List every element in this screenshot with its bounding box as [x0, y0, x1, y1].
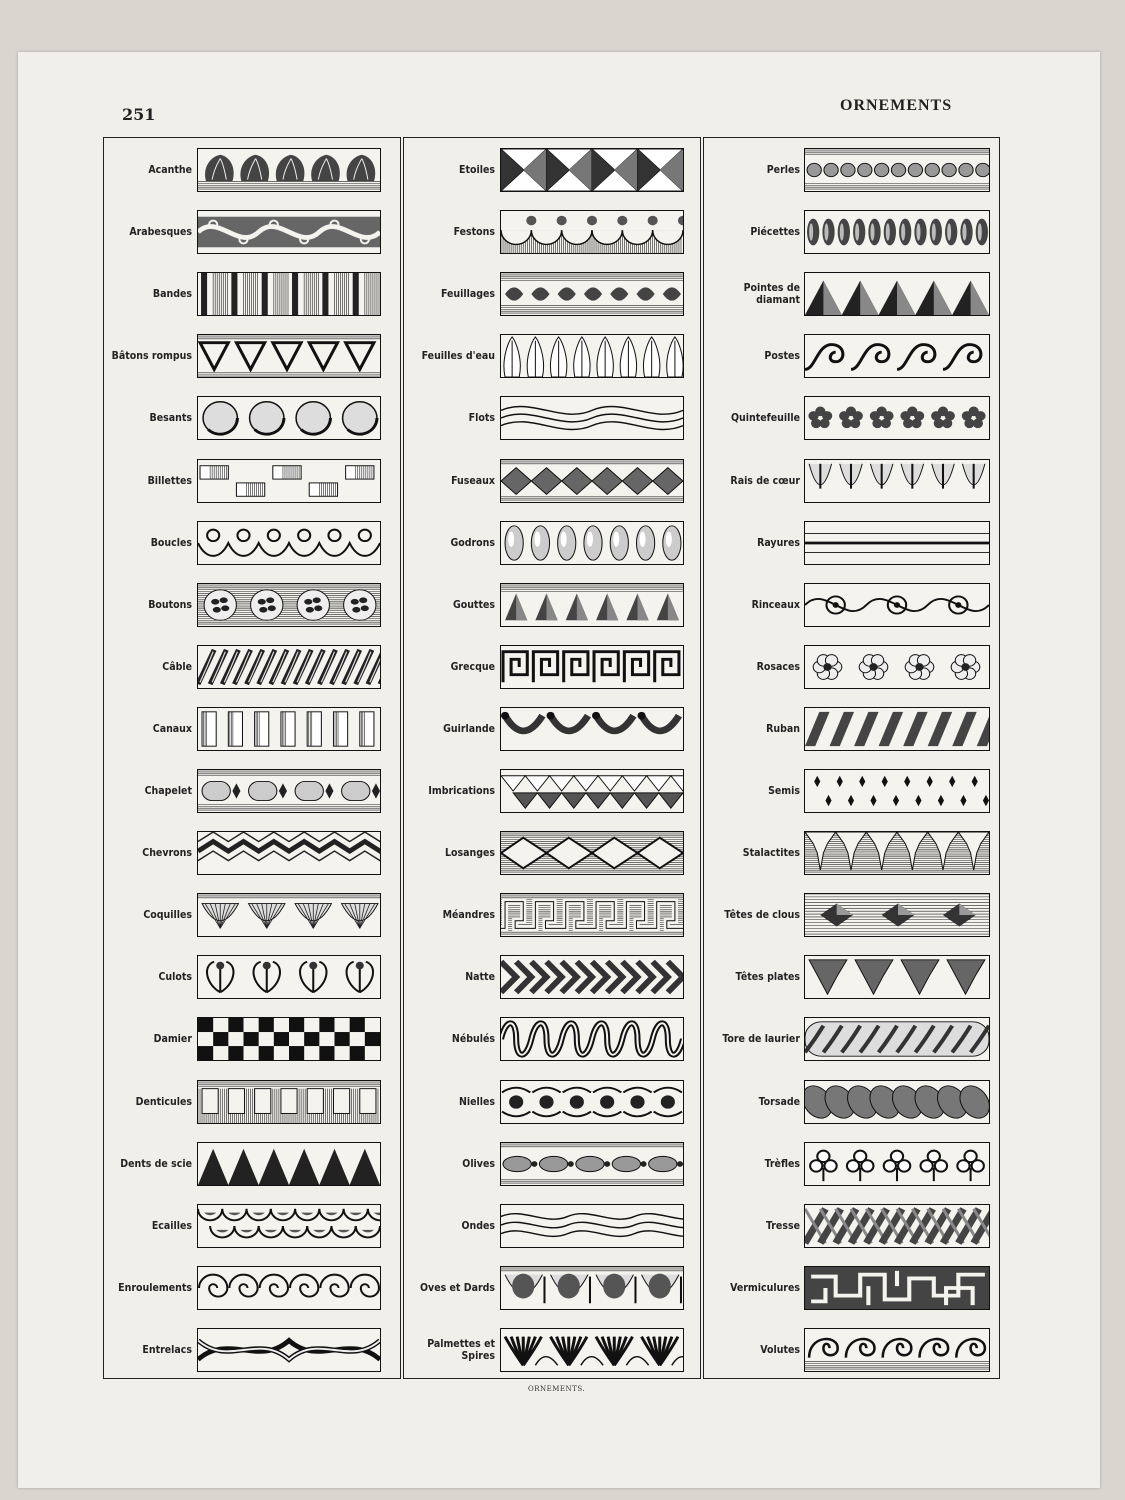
ornament-item: [0, 831, 1125, 875]
ornament-item: [0, 707, 1125, 751]
ornament-swatch-rosaces: [804, 645, 990, 689]
ornament-label: Oves et Dards: [420, 1281, 495, 1294]
ornament-item: [0, 1080, 1125, 1124]
ornament-label: Billettes: [147, 474, 192, 487]
ornament-label: Losanges: [444, 847, 495, 860]
ornament-item: [0, 1266, 1125, 1310]
ornament-label: Boucles: [150, 536, 192, 549]
ornament-label: Feuillages: [440, 288, 495, 301]
ornament-swatch-quintefeuille: [804, 396, 990, 440]
ornament-label: Tore de laurier: [722, 1033, 800, 1046]
ornament-label: Acanthe: [148, 164, 192, 176]
ornament-item: [0, 1017, 1125, 1061]
ornament-swatch-rinceaux: [804, 583, 990, 627]
ornament-label: Enroulements: [118, 1281, 192, 1294]
ornament-label: Entrelacs: [142, 1343, 192, 1356]
ornament-label: Feuilles d'eau: [421, 350, 495, 363]
ornament-label: Nielles: [458, 1095, 495, 1108]
ornament-label: Chapelet: [144, 785, 192, 797]
ornament-swatch-volutes: [804, 1328, 990, 1372]
ornament-item: [0, 334, 1125, 378]
page-heading: ORNEMENTS: [840, 97, 953, 114]
ornament-swatch-rayures: [804, 521, 990, 565]
column-frame-2: [403, 137, 701, 1379]
ornament-item: [0, 396, 1125, 440]
ornament-item: [0, 893, 1125, 937]
ornament-label: Besants: [149, 412, 192, 425]
ornament-swatch-trefles: [804, 1142, 990, 1186]
ornament-swatch-tore: [804, 1017, 990, 1061]
ornament-label: Imbrications: [428, 785, 495, 797]
ornament-item: [0, 148, 1125, 192]
ornament-label: Têtes plates: [735, 971, 800, 984]
ornament-item: [0, 769, 1125, 813]
ornament-label: Culots: [158, 971, 192, 984]
ornament-label: Festons: [453, 226, 495, 239]
ornament-item: [0, 583, 1125, 627]
ornament-item: [0, 645, 1125, 689]
ornament-label: Rais de cœur: [730, 474, 800, 487]
ornament-swatch-ruban: [804, 707, 990, 751]
ornament-swatch-vermiculures: [804, 1266, 990, 1310]
ornament-item: [0, 521, 1125, 565]
ornament-label: Denticules: [135, 1095, 192, 1108]
ornament-item: [0, 955, 1125, 999]
ornament-label: Semis: [768, 785, 800, 797]
ornament-swatch-stalactites: [804, 831, 990, 875]
ornament-label: Torsade: [758, 1095, 800, 1108]
ornament-swatch-tresse: [804, 1204, 990, 1248]
ornament-label: Piécettes: [750, 226, 800, 239]
ornament-label: Méandres: [442, 909, 495, 922]
ornament-label: Ruban: [766, 722, 800, 735]
ornament-label: Volutes: [760, 1343, 800, 1356]
ornament-label: Palmettes et Spires: [427, 1337, 495, 1362]
ornament-item: [0, 1204, 1125, 1248]
ornament-label: Godrons: [450, 536, 495, 549]
ornament-swatch-tetesclous: [804, 893, 990, 937]
page-number: 251: [122, 105, 156, 124]
ornament-swatch-rais: [804, 459, 990, 503]
ornament-label: Trèfles: [764, 1157, 800, 1170]
ornament-label: Nébulés: [451, 1033, 495, 1046]
ornament-label: Fuseaux: [451, 474, 495, 487]
ornament-label: Ecailles: [151, 1219, 192, 1232]
ornament-swatch-tetesplates: [804, 955, 990, 999]
column-frame-1: [103, 137, 401, 1379]
ornament-label: Boutons: [148, 598, 192, 611]
ornament-label: Rinceaux: [751, 598, 800, 611]
ornament-item: [0, 1328, 1125, 1372]
ornament-label: Postes: [764, 350, 800, 363]
column-frame-3: [703, 137, 1000, 1379]
ornament-label: Gouttes: [452, 598, 495, 611]
ornament-item: [0, 272, 1125, 316]
ornament-label: Bâtons rompus: [111, 350, 192, 363]
ornament-label: Flots: [468, 412, 495, 425]
ornament-label: Rayures: [757, 536, 800, 549]
ornament-label: Canaux: [152, 722, 192, 735]
ornament-label: Natte: [465, 971, 495, 984]
ornament-label: Rosaces: [756, 660, 800, 673]
ornament-swatch-perles: [804, 148, 990, 192]
ornament-label: Chevrons: [142, 847, 192, 860]
ornament-label: Vermiculures: [730, 1281, 800, 1294]
ornament-swatch-pointes: [804, 272, 990, 316]
ornament-label: Perles: [766, 164, 800, 176]
ornament-label: Arabesques: [129, 226, 192, 239]
ornament-label: Etoiles: [459, 164, 495, 176]
ornament-label: Dents de scie: [120, 1157, 192, 1170]
ornament-item: [0, 459, 1125, 503]
ornament-label: Olives: [462, 1157, 495, 1170]
ornament-swatch-semis: [804, 769, 990, 813]
ornament-label: Damier: [153, 1033, 192, 1046]
ornament-swatch-torsade: [804, 1080, 990, 1124]
ornament-swatch-postes: [804, 334, 990, 378]
ornament-label: Têtes de clous: [724, 909, 800, 922]
ornament-item: [0, 210, 1125, 254]
ornament-label: Quintefeuille: [731, 412, 800, 425]
ornament-label: Ondes: [461, 1219, 495, 1232]
ornament-label: Pointes de diamant: [743, 282, 800, 307]
ornament-swatch-piecettes: [804, 210, 990, 254]
ornament-item: [0, 1142, 1125, 1186]
ornament-label: Guirlande: [443, 722, 495, 735]
ornament-label: Coquilles: [143, 909, 192, 922]
footer-caption: ORNEMENTS.: [528, 1385, 586, 1393]
ornament-label: Tresse: [765, 1219, 800, 1232]
ornament-label: Stalactites: [742, 847, 800, 860]
ornament-label: Bandes: [152, 288, 192, 301]
ornament-label: Câble: [162, 660, 192, 673]
ornament-label: Grecque: [450, 660, 495, 673]
